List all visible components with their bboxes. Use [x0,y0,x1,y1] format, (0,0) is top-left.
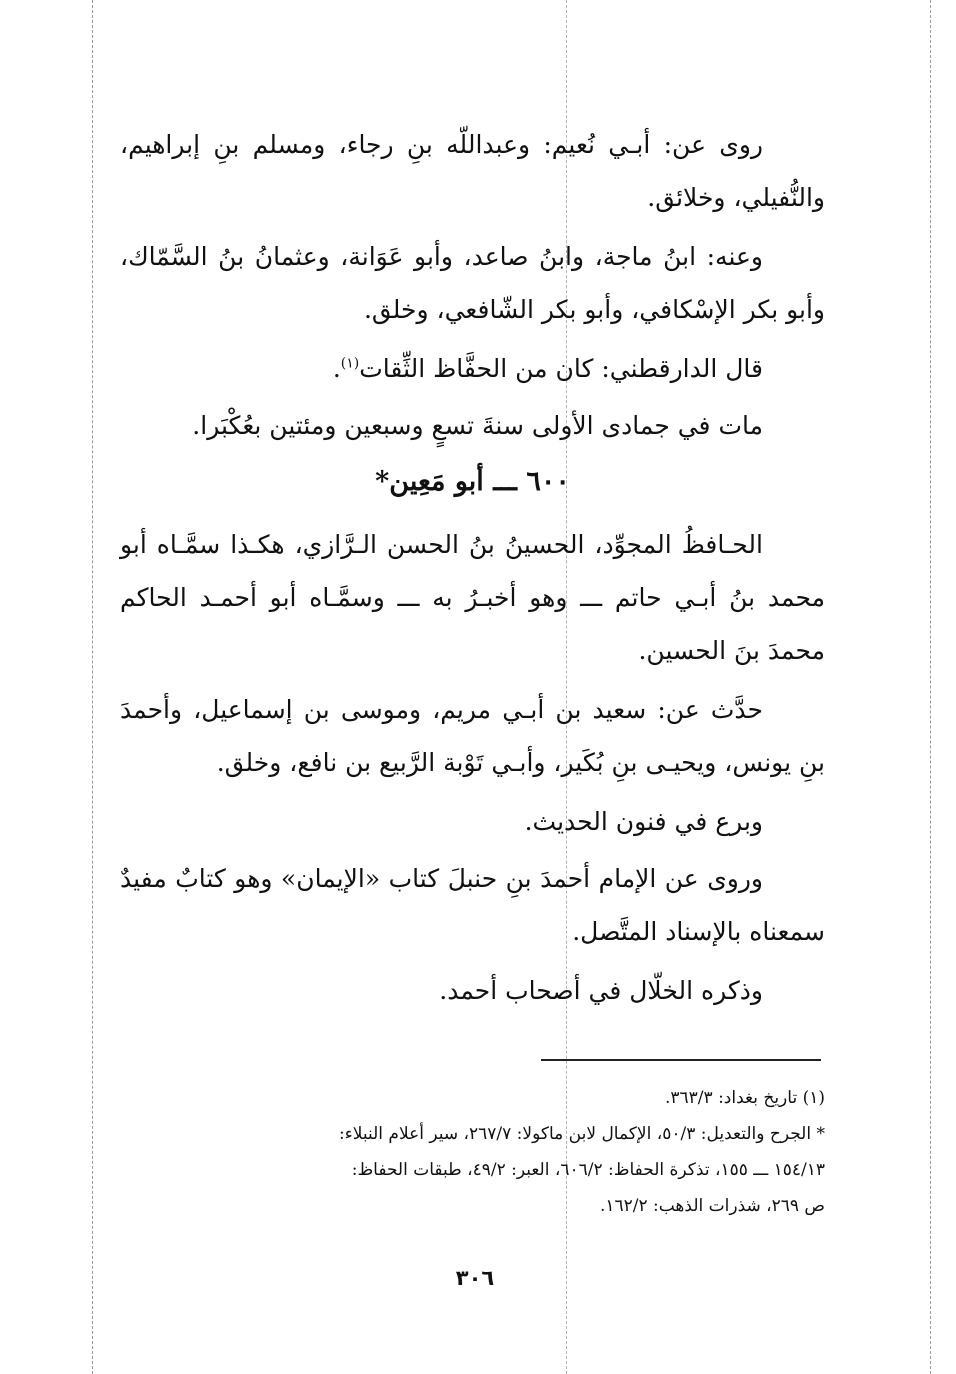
daraqutni-quote-end: . [332,354,341,383]
paragraph-biography-intro: الحـافظُ المجوِّد، الحسينُ بنُ الحسن الـرَّازي، هكـذا سمَّـاه أبو محمد بنُ أبـي حاتم ـــ وهو أخبـرُ به ـــ وسمَّـاه أبو أحمـد الحاكم محمدَ بنَ الحسين. [120,530,825,665]
paragraph-khallal: وذكره الخلّال في أصحاب أحمد. [439,976,763,1005]
scan-artifact-line-left [92,0,93,1374]
paragraph-book-iman: وروى عن الإمام أحمدَ بنِ حنبلَ كتاب «الإيمان» وهو كتابٌ مفيدٌ سمعناه بالإسناد المتَّصل. [120,864,825,946]
paragraph-death-date: مات في جمادى الأولى سنةَ تسعٍ وسبعين ومئتين بعُكْبَرا. [192,411,763,440]
paragraph-teachers: حدَّث عن: سعيد بن أبـي مريم، وموسى بن إسماعيل، وأحمدَ بنِ يونس، ويحيـى بنِ بُكَير، وأبـي تَوْبة الرَّبيع بن نافع، وخلق. [120,695,825,777]
footnote-sources-line-1: * الجرح والتعديل: ٥٠/٣، الإكمال لابن ماكولا: ٢٦٧/٧، سير أعلام النبلاء: [339,1124,825,1144]
footnote-reference: (١) [340,355,360,372]
entry-heading: ٦٠٠ ـــ أبو مَعِين* [375,466,570,497]
paragraph-daraqutni-quote [120,342,825,395]
daraqutni-quote-text: قال الدارقطني: كان من الحفَّاظ الثِّقات [359,354,763,383]
footnote-sources-line-3: ص ٢٦٩، شذرات الذهب: ١٦٢/٢. [599,1196,825,1216]
page-number: ٣٠٦ [455,1266,495,1290]
scan-artifact-line-right [930,0,931,1374]
footnotes-block [120,1080,825,1224]
footnote-sources-line-2: ١٥٤/١٣ ـــ ١٥٥، تذكرة الحفاظ: ٦٠٦/٢، العبر: ٤٩/٢، طبقات الحفاظ: [351,1160,825,1180]
paragraph-narrated-by: وعنه: ابنُ ماجة، وابنُ صاعد، وأبو عَوَانة، وعثمانُ بنُ السَّمّاك، وأبو بكر الإسْكافي، وأبو بكر الشّافعي، وخلق. [120,242,825,324]
footnote-separator [541,1059,821,1061]
paragraph-narrated-from: روى عن: أبـي نُعيم: وعبداللّه بنِ رجاء، ومسلم بنِ إبراهيم، والنُّفيلي، وخلائق. [120,130,825,212]
paragraph-expertise: وبرع في فنون الحديث. [524,807,763,836]
footnote-1: (١) تاريخ بغداد: ٣٦٣/٣. [665,1088,825,1108]
